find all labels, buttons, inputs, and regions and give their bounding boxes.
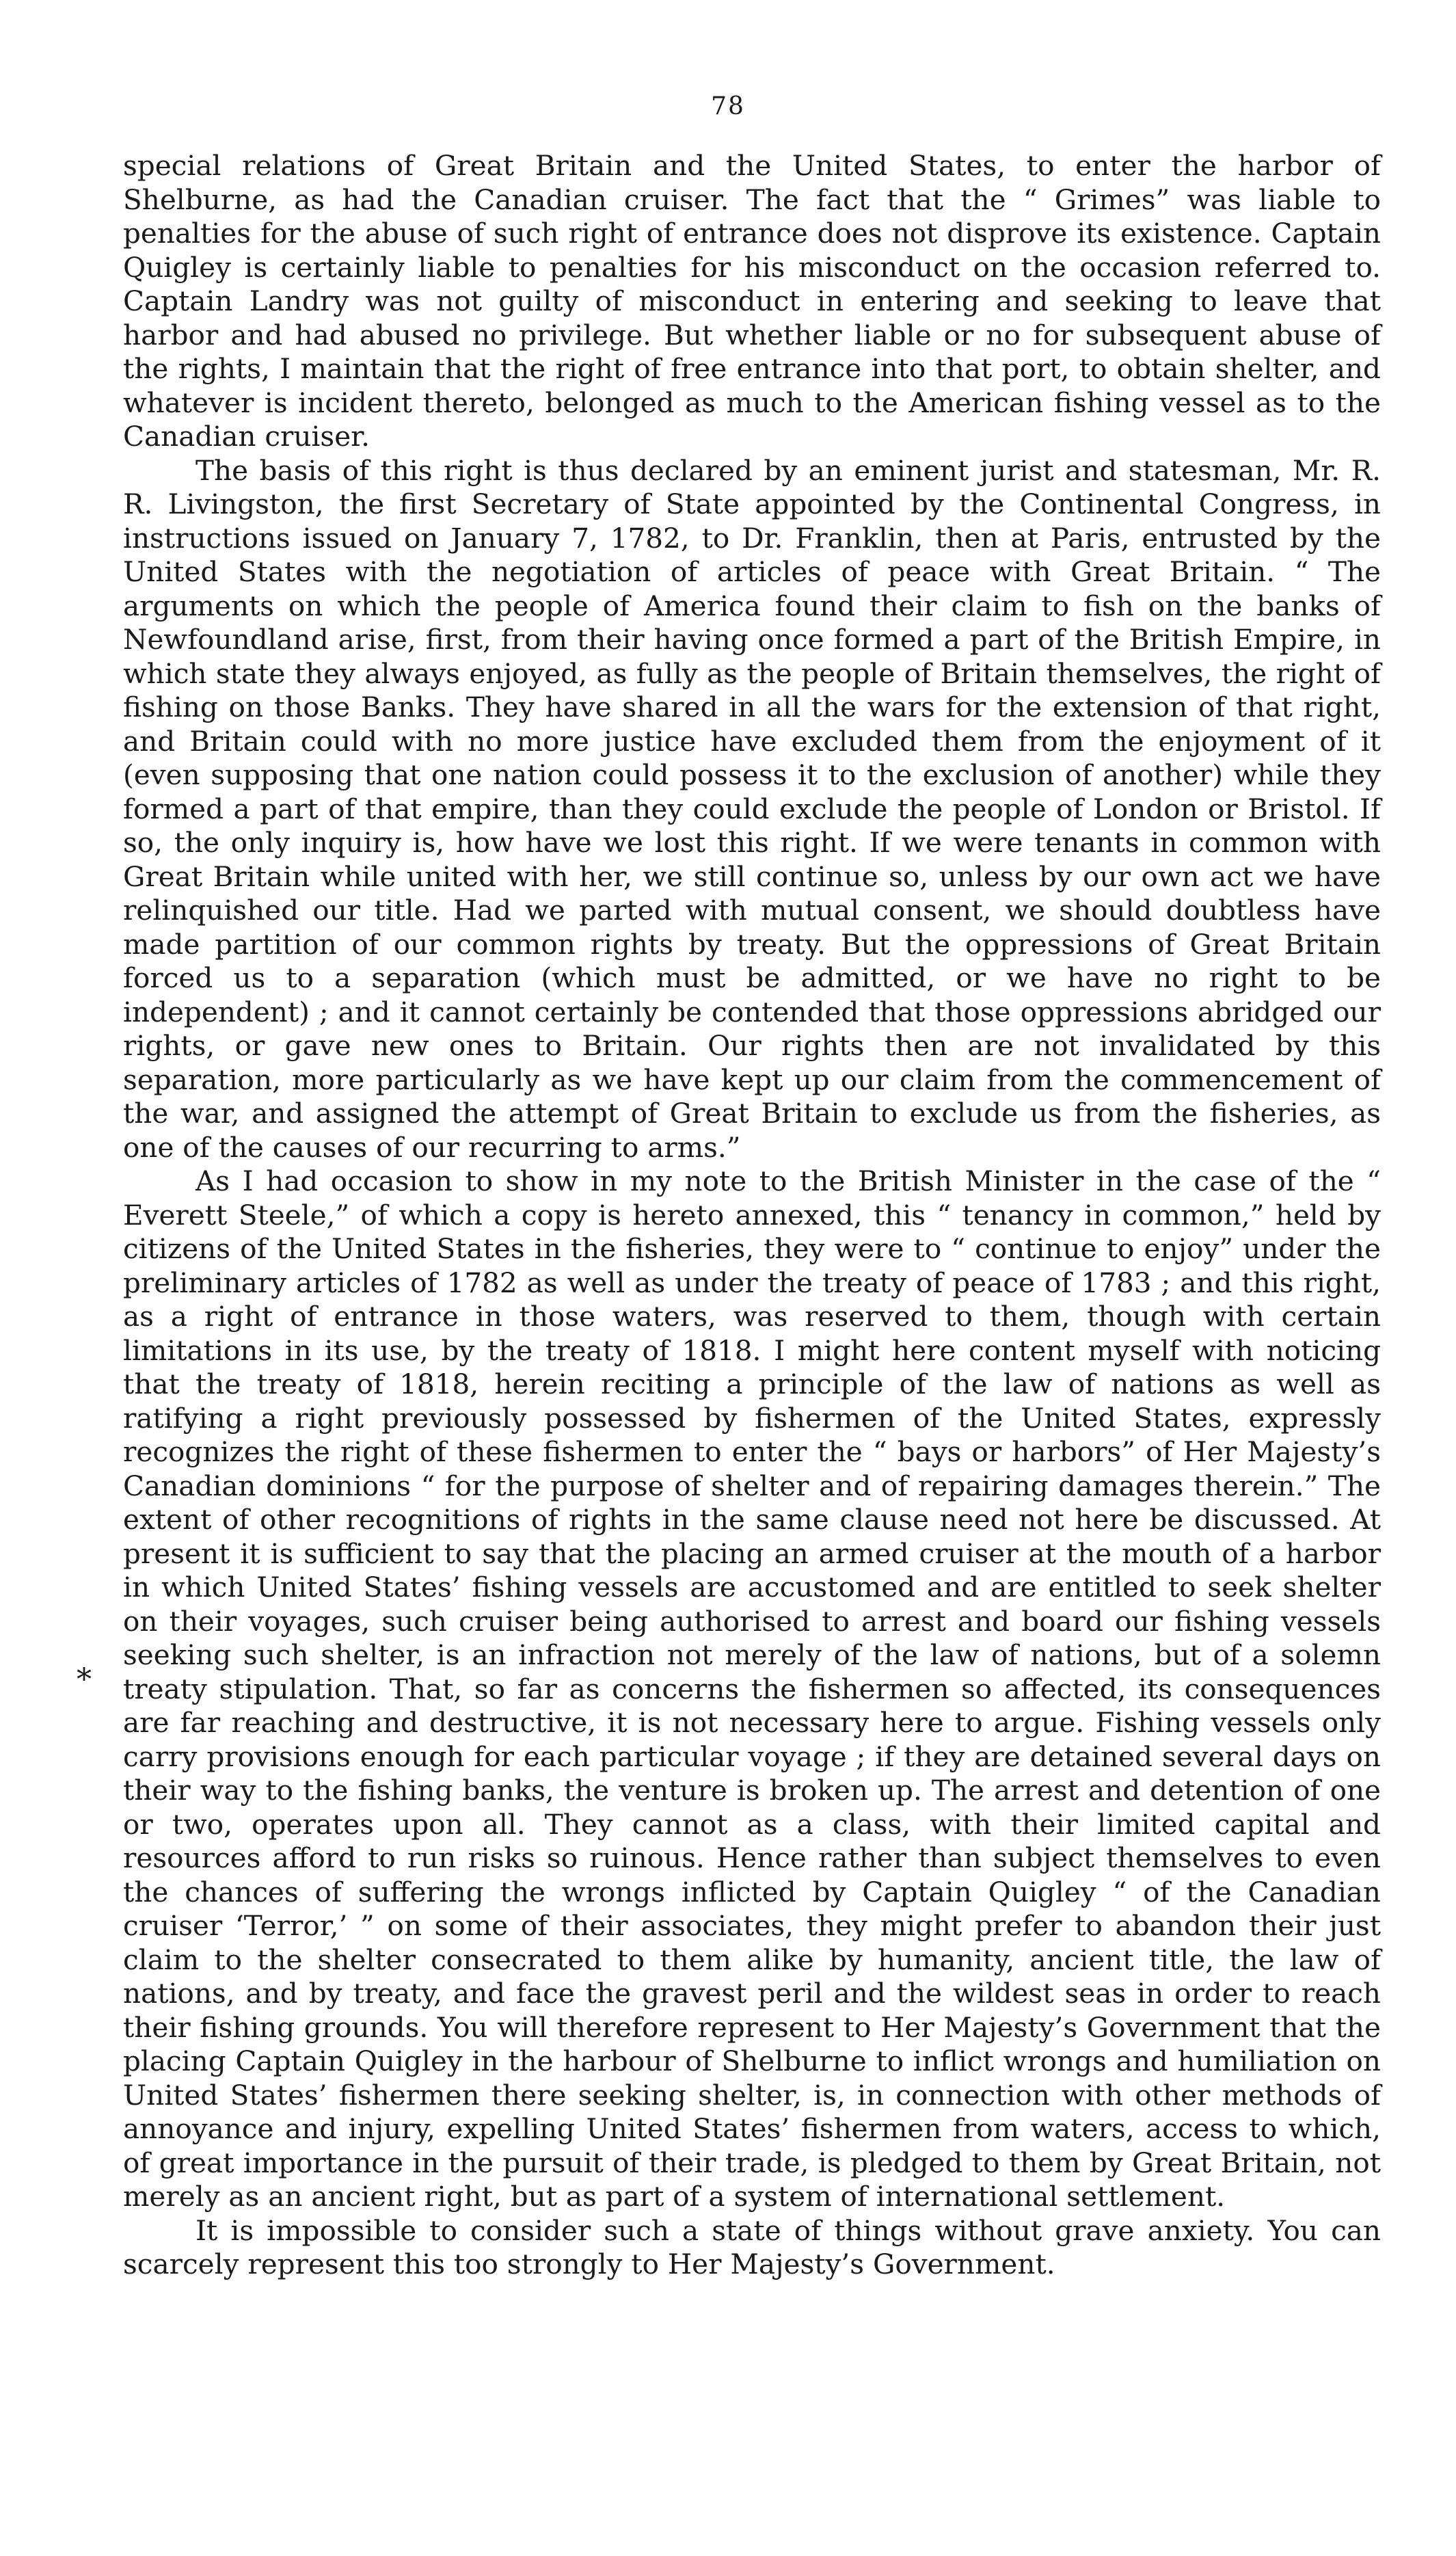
paragraph-2: The basis of this right is thus declared by an eminent jurist and statesman, Mr. R. R. Livingston, the first Secretary of State appointed by the Continental Congress, in instructions issued on January 7, 1782, to Dr. Franklin, then at Paris, entrusted by the United States with the negotiation of articles of peace with Great Britain. “ The arguments on which the people of America found their claim to fish on the banks of Newfoundland arise, first, from their having once formed a part of the British Empire, in which state they always enjoyed, as fully as the people of Britain themselves, the right of fishing on those Banks. They have shared in all the wars for the extension of that right, and Britain could with no more justice have excluded them from the enjoyment of it (even supposing that one nation could possess it to the exclusion of another) while they formed a part of that empire, than they could exclude the people of London or Bristol. If so, the only inquiry is, how have we lost this right. If we were tenants in common with Great Britain while united with her, we still continue so, unless by our own act we have relinquished our title. Had we parted with mutual consent, we should doubtless have made partition of our common rights by treaty. But the oppressions of Great Britain forced us to a separation (which must be admitted, or we have no right to be independent) ; and it cannot certainly be contended that those oppressions abridged our rights, or gave new ones to Britain. Our rights then are not invalidated by this separation, more particularly as we have kept up our claim from the commencement of the war, and assigned the attempt of Great Britain to exclude us from the fisheries, as one of the causes of our recurring to arms.” — [123, 453, 1381, 1164]
margin-asterisk: * — [77, 1662, 92, 1697]
paragraph-1: special relations of Great Britain and the United States, to enter the harbor of Shelburne, as had the Canadian cruiser. The fact that the “ Grimes” was liable to penalties for the abuse of such right of entrance does not disprove its existence. Captain Quigley is certainly liable to penalties for his misconduct on the occasion referred to. Captain Landry was not guilty of misconduct in entering and seeking to leave that harbor and had abused no privilege. But whether liable or no for subsequent abuse of the rights, I maintain that the right of free entrance into that port, to obtain shelter, and whatever is incident thereto, belonged as much to the American fishing vessel as to the Canadian cruiser. — [123, 149, 1381, 453]
body-text — [123, 149, 1381, 2282]
paragraph-3: As I had occasion to show in my note to the British Minister in the case of the “ Everett Steele,” of which a copy is hereto annexed, this “ tenancy in common,” held by citizens of the United States in the fisheries, they were to “ continue to enjoy” under the preliminary articles of 1782 as well as under the treaty of peace of 1783 ; and this right, as a right of entrance in those waters, was reserved to them, though with certain limitations in its use, by the treaty of 1818. I might here content myself with noticing that the treaty of 1818, herein reciting a principle of the law of nations as well as ratifying a right previously possessed by fishermen of the United States, expressly recognizes the right of these fishermen to enter the “ bays or harbors” of Her Majesty’s Canadian dominions “ for the purpose of shelter and of repairing damages therein.” The extent of other recognitions of rights in the same clause need not here be discussed. At present it is sufficient to say that the placing an armed cruiser at the mouth of a harbor in which United States’ fishing vessels are accustomed and are entitled to seek shelter on their voyages, such cruiser being authorised to arrest and board our fishing vessels seeking such shelter, is an infraction not merely of the law of nations, but of a solemn treaty stipulation. That, so far as concerns the fishermen so affected, its consequences are far reaching and destructive, it is not necessary here to argue. Fishing vessels only carry provisions enough for each particular voyage ; if they are detained several days on their way to the fishing banks, the venture is broken up. The arrest and detention of one or two, operates upon all. They cannot as a class, with their limited capital and resources afford to run risks so ruinous. Hence rather than subject themselves to even the chances of suffering the wrongs inflicted by Captain Quigley “ of the Canadian cruiser ‘Terror,’ ” on some of their associates, they might prefer to abandon their just claim to the shelter consecrated to them alike by humanity, ancient title, the law of nations, and by treaty, and face the gravest peril and the wildest seas in order to reach their fishing grounds. You will therefore represent to Her Majesty’s Government that the placing Captain Quigley in the harbour of Shelburne to inflict wrongs and humiliation on United States’ fishermen there seeking shelter, is, in connection with other methods of annoyance and injury, expelling United States’ fishermen from waters, access to which, of great importance in the pursuit of their trade, is pledged to them by Great Britain, not merely as an ancient right, but as part of a system of international settlement. — [123, 1164, 1381, 2213]
page-number: 78 — [711, 92, 745, 120]
paragraph-4: It is impossible to consider such a state of things without grave anxiety. You can scarcely represent this too strongly to Her Majesty’s Government. — [123, 2213, 1381, 2280]
